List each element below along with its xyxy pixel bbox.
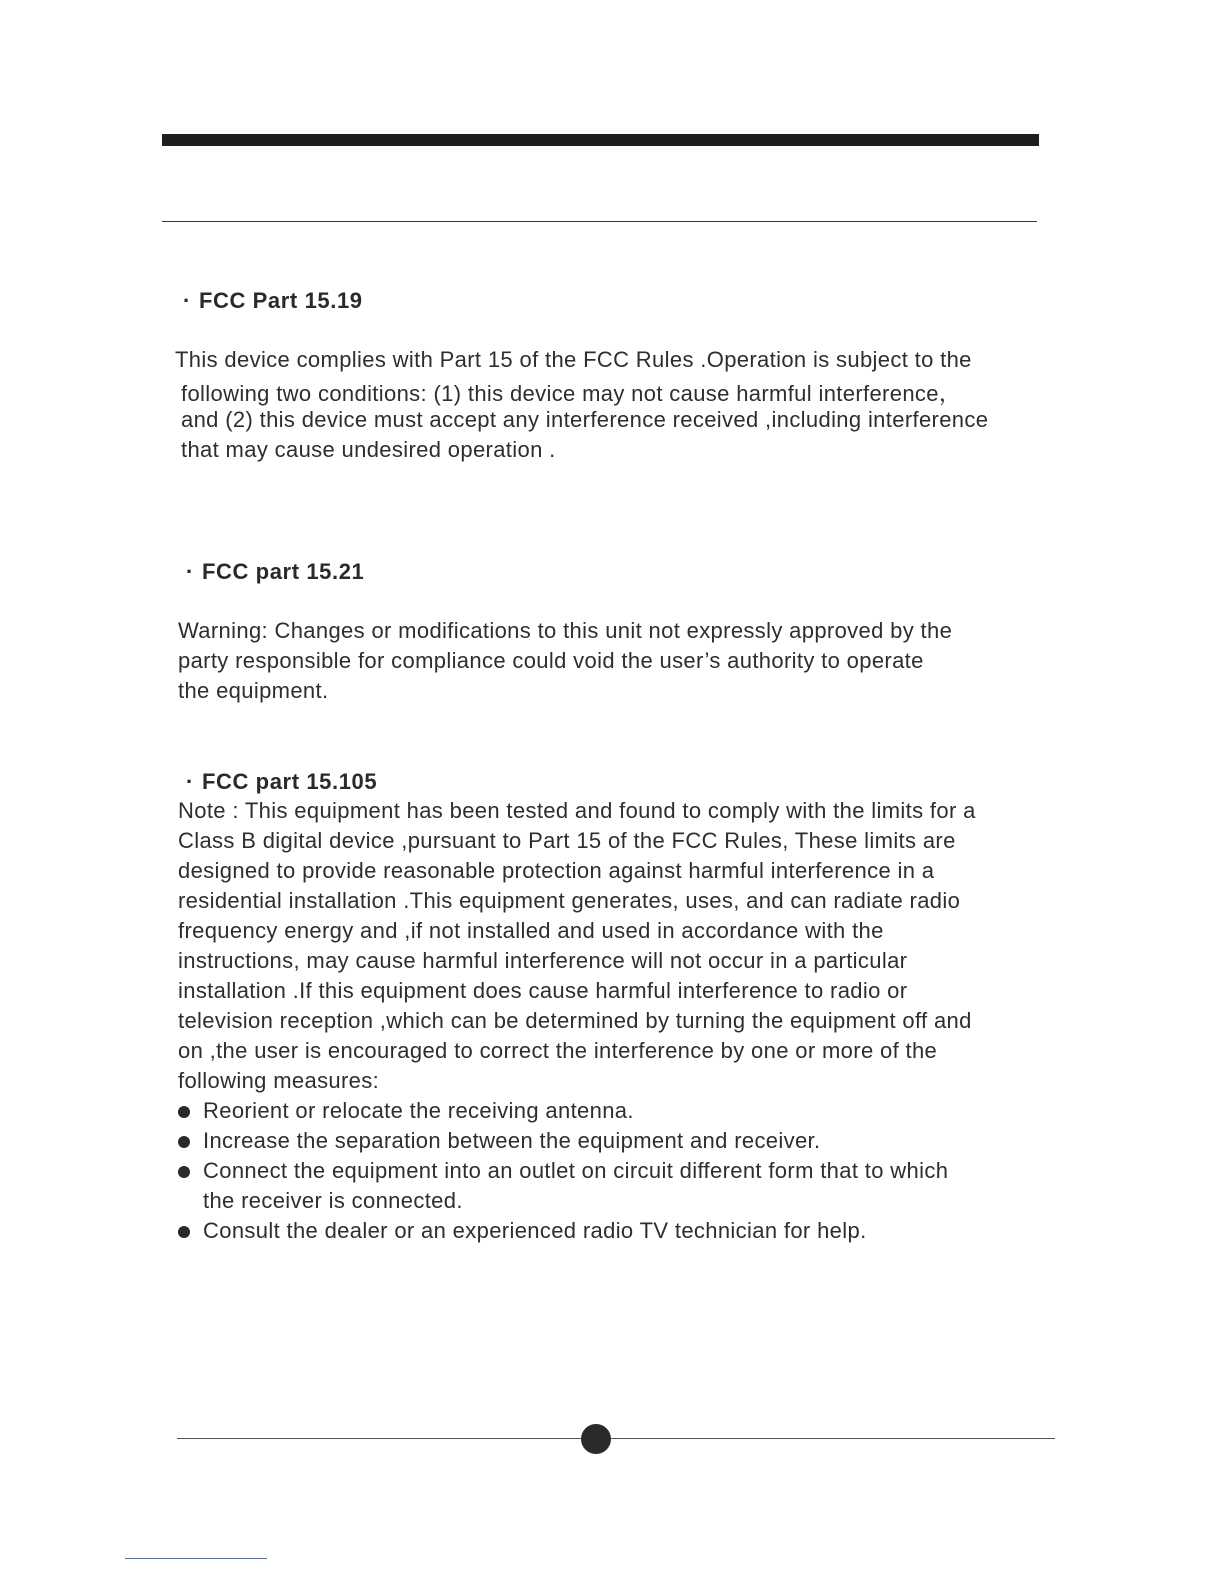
footer-rule-left xyxy=(177,1438,581,1439)
paragraph-line: Class B digital device ,pursuant to Part 15 of the FCC Rules, These limits are xyxy=(178,828,956,853)
footer-rule-right xyxy=(611,1438,1055,1439)
list-item: Reorient or relocate the receiving antenna. xyxy=(203,1098,634,1123)
paragraph-line: on ,the user is encouraged to correct the interference by one or more of the xyxy=(178,1038,938,1063)
paragraph-line: residential installation .This equipment generates, uses, and can radiate radio xyxy=(178,888,961,913)
paragraph-line: frequency energy and ,if not installed and used in accordance with the xyxy=(178,918,884,943)
heading-bullet: · xyxy=(183,288,191,313)
list-item: Increase the separation between the equipment and receiver. xyxy=(203,1128,821,1153)
heading-fcc-15-19 xyxy=(183,288,363,314)
paragraph-line: Warning: Changes or modifications to this unit not expressly approved by the xyxy=(178,618,953,643)
page-marker-icon xyxy=(581,1424,611,1454)
paragraph-line: instructions, may cause harmful interference will not occur in a particular xyxy=(178,948,908,973)
heading-fcc-15-105 xyxy=(186,769,377,795)
paragraph-line: designed to provide reasonable protection against harmful interference in a xyxy=(178,858,935,883)
paragraph-line: that may cause undesired operation . xyxy=(181,437,556,462)
paragraph-line: This device complies with Part 15 of the FCC Rules .Operation is subject to the xyxy=(175,347,972,372)
heading-text: FCC Part 15.19 xyxy=(198,288,363,313)
paragraph-line: party responsible for compliance could void the user’s authority to operate xyxy=(178,648,924,673)
list-item-continuation: the receiver is connected. xyxy=(203,1188,463,1213)
bottom-underline xyxy=(125,1558,267,1559)
header-rule xyxy=(162,221,1037,222)
heading-bullet: · xyxy=(186,559,194,584)
list-item: Connect the equipment into an outlet on circuit different form that to which xyxy=(203,1158,949,1183)
paragraph-line: and (2) this device must accept any interference received ,including interference xyxy=(181,407,989,432)
heading-bullet: · xyxy=(186,769,194,794)
list-bullet-icon xyxy=(178,1106,190,1118)
header-bar xyxy=(162,134,1039,146)
list-bullet-icon xyxy=(178,1136,190,1148)
list-bullet-icon xyxy=(178,1226,190,1238)
list-item: Consult the dealer or an experienced radio TV technician for help. xyxy=(203,1218,867,1243)
paragraph-line: installation .If this equipment does cause harmful interference to radio or xyxy=(178,978,908,1003)
paragraph-line: Note : This equipment has been tested and found to comply with the limits for a xyxy=(178,798,976,823)
heading-text: FCC part 15.105 xyxy=(201,769,378,794)
heading-text: FCC part 15.21 xyxy=(201,559,365,584)
paragraph-line: following two conditions: (1) this device may not cause harmful interference， xyxy=(181,381,962,406)
list-bullet-icon xyxy=(178,1166,190,1178)
paragraph-line: the equipment. xyxy=(178,678,329,703)
paragraph-line: television reception ,which can be determined by turning the equipment off and xyxy=(178,1008,972,1033)
paragraph-line: following measures: xyxy=(178,1068,380,1093)
heading-fcc-15-21 xyxy=(186,559,364,585)
